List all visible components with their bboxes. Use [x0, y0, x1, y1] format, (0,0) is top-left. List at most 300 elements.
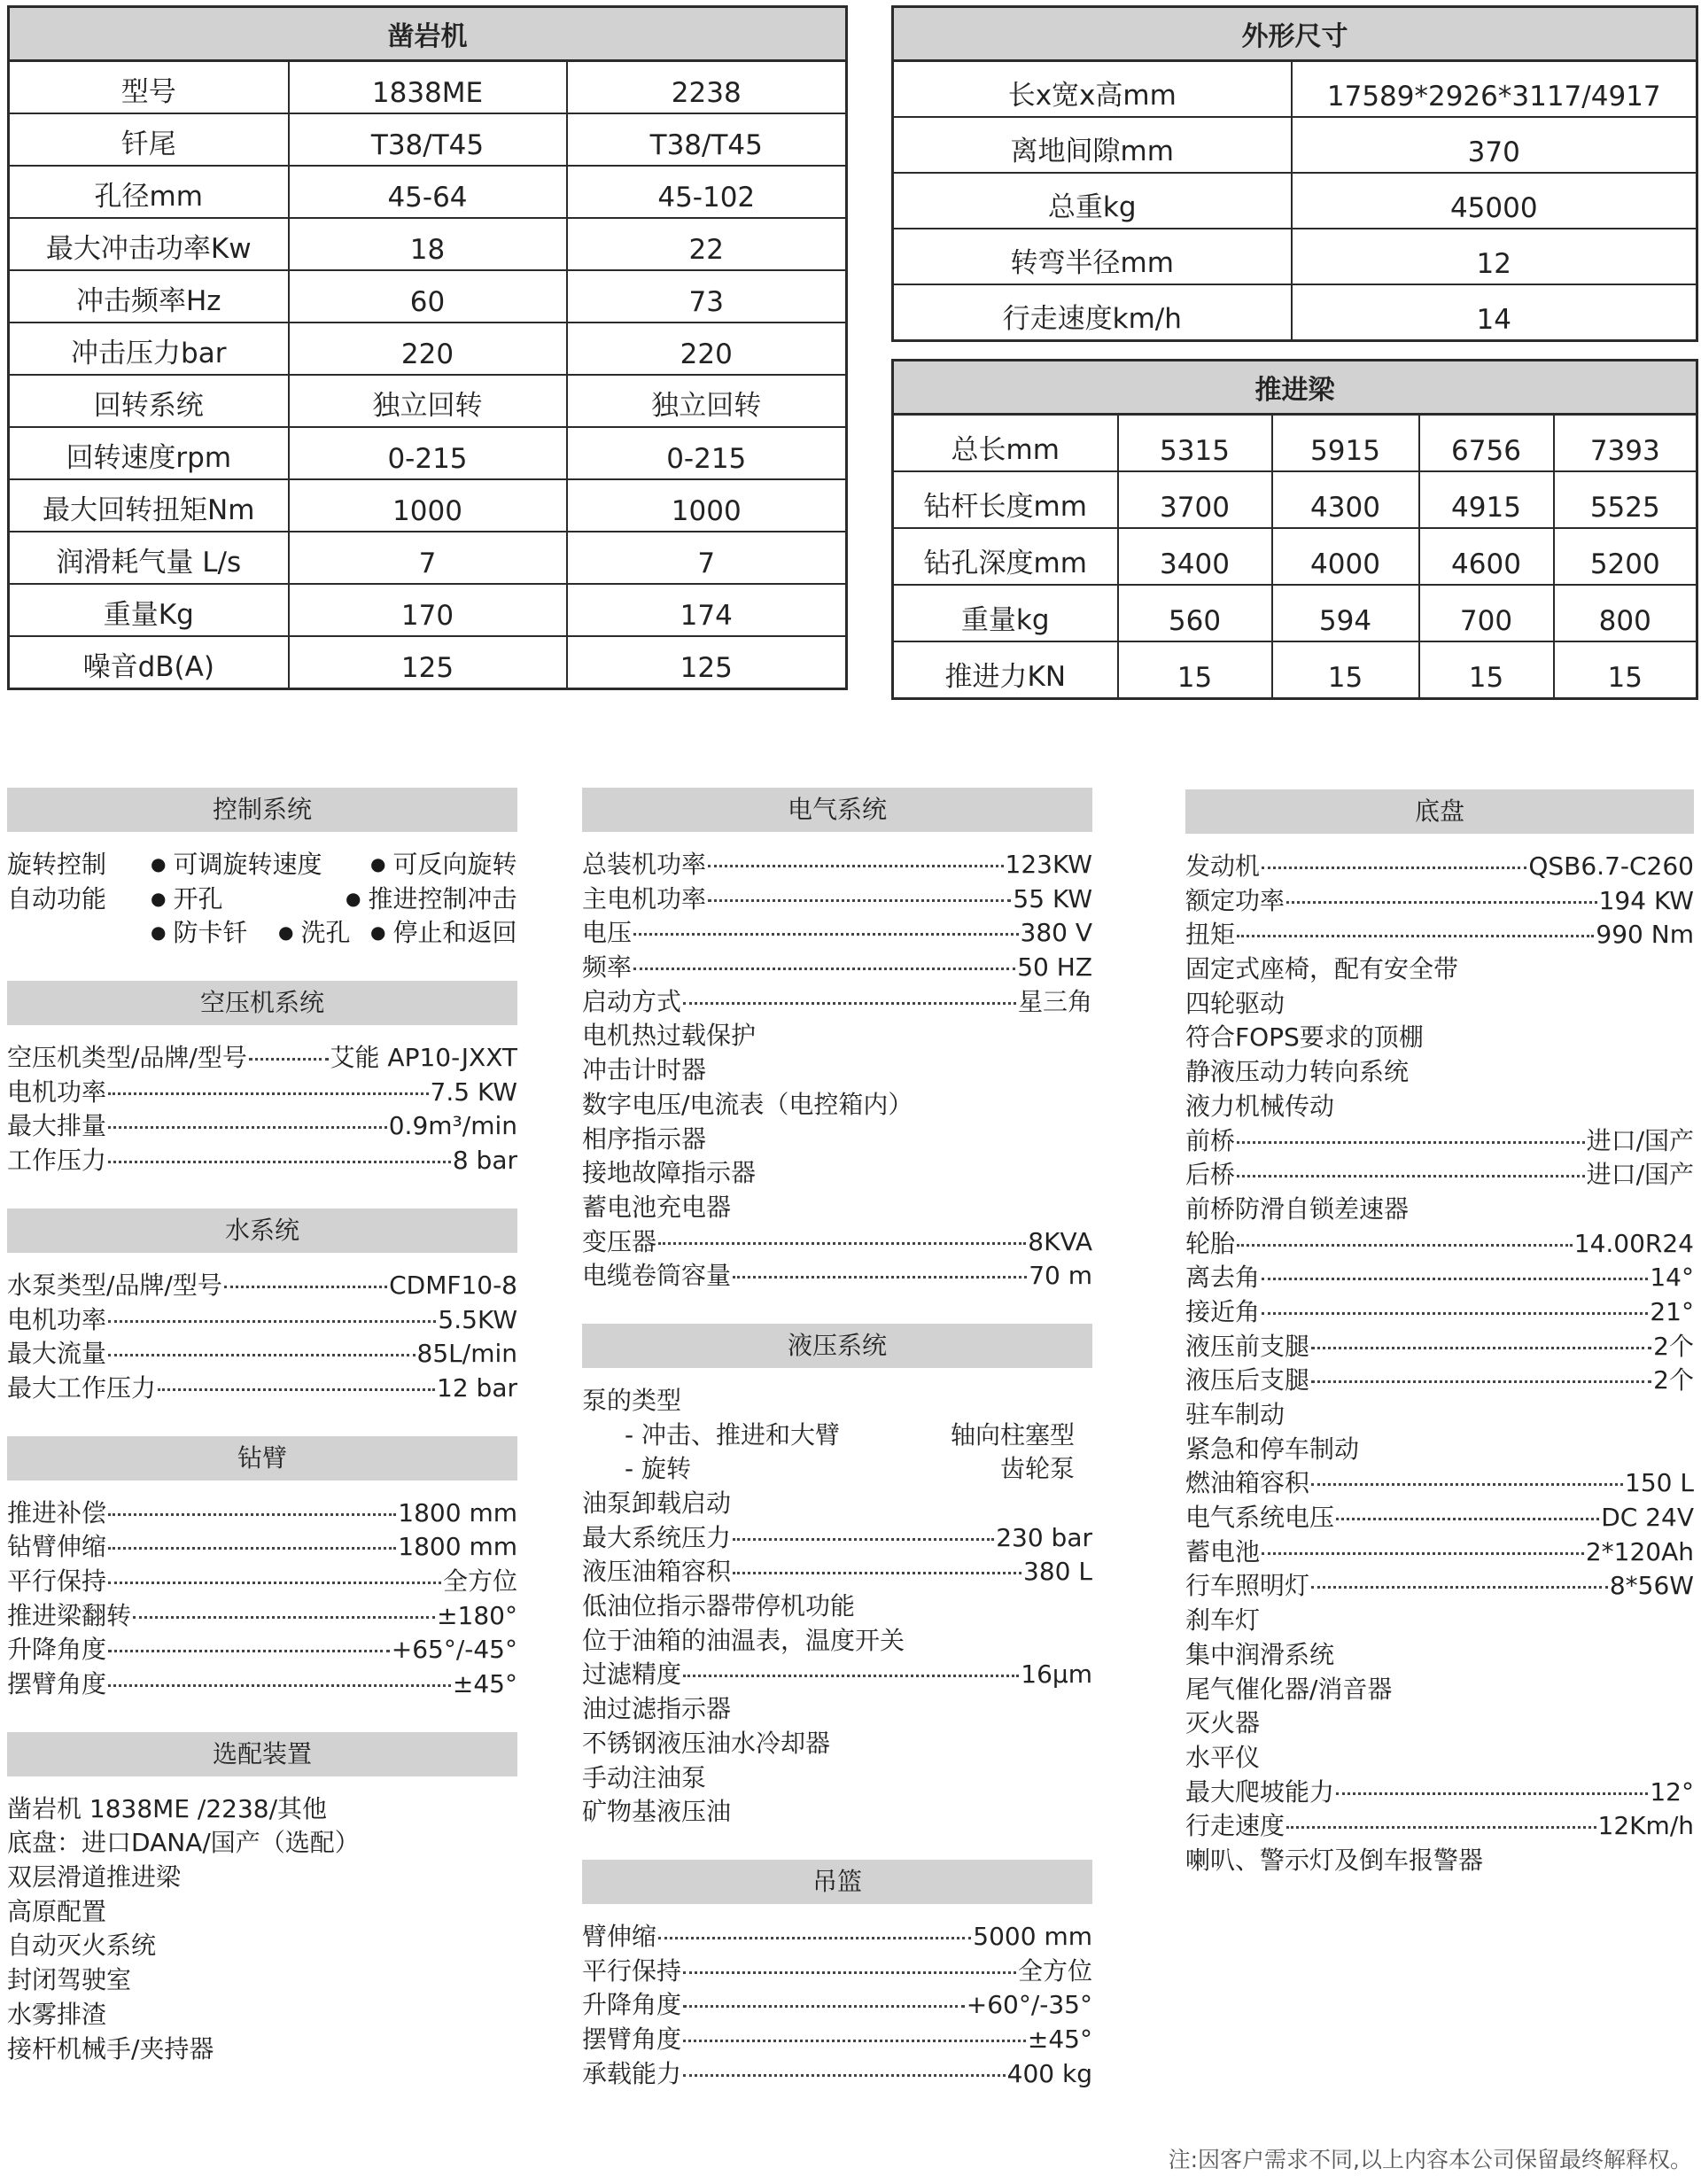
spec-value: 70 m	[1029, 1261, 1092, 1291]
spec-row	[582, 1555, 1092, 1589]
chassis-plain-d	[1185, 1604, 1694, 1775]
row-label-cell: 钻孔深度mm	[893, 528, 1118, 585]
spec-label: 平行保持	[582, 1955, 682, 1986]
spec-label: 摆臂角度	[7, 1669, 107, 1698]
leader-dots	[683, 2074, 1006, 2077]
value-cell: 3400	[1118, 528, 1272, 585]
value-cell: 45-64	[289, 166, 567, 218]
row-label-cell: 重量Kg	[9, 584, 289, 636]
leader-dots	[108, 1126, 387, 1129]
row-label-cell: 转弯半径mm	[893, 229, 1292, 284]
spec-row	[582, 951, 1092, 985]
pump-2-row	[582, 1452, 1092, 1487]
spec-value: 2个	[1653, 1331, 1694, 1361]
leader-dots	[249, 1058, 329, 1061]
control-item: ● 可反向旋转	[370, 848, 517, 884]
spec-row	[1185, 1364, 1694, 1398]
leader-dots	[1237, 935, 1594, 937]
row-label-cell: 回转速度rpm	[9, 427, 289, 479]
row-label-cell: 总重kg	[893, 173, 1292, 229]
spec-row	[582, 848, 1092, 882]
feedbeam-rows	[893, 415, 1697, 699]
text-line: 底盘：进口DANA/国产（选配）	[7, 1828, 360, 1858]
row-label-cell: 钻杆长度mm	[893, 471, 1118, 528]
electrical-rows-2	[582, 1225, 1092, 1294]
text-line: 凿岩机 1838ME /2238/其他	[7, 1793, 328, 1823]
spec-label: 推进梁翻转	[7, 1600, 132, 1630]
spec-label: 臂伸缩	[582, 1921, 657, 1951]
text-line: 位于油箱的油温表，温度开关	[582, 1625, 905, 1655]
leader-dots	[683, 1675, 1019, 1677]
value-cell: 73	[567, 270, 847, 323]
spec-row	[582, 1920, 1092, 1955]
leader-dots	[683, 2005, 965, 2008]
spec-value: +65°/-45°	[391, 1635, 517, 1665]
row-label-cell: 最大冲击功率Kw	[9, 218, 289, 270]
leader-dots	[683, 2040, 1026, 2042]
spec-label: 空压机类型/品牌/型号	[7, 1043, 247, 1073]
text-line: 双层滑道推进梁	[7, 1862, 182, 1893]
table-row	[893, 61, 1697, 118]
spec-value: 990 Nm	[1596, 920, 1694, 950]
spec-value: DC 24V	[1601, 1503, 1694, 1533]
options-section	[7, 1732, 517, 2067]
control-title: 控制系统	[7, 788, 517, 832]
spec-label: 行走速度	[1185, 1811, 1285, 1841]
spec-row	[7, 1496, 517, 1531]
leader-dots	[108, 1582, 441, 1584]
text-line: 接地故障指示器	[582, 1158, 757, 1188]
table-row	[9, 323, 847, 375]
rockdrill-rows	[9, 61, 847, 689]
value-cell: 15	[1272, 641, 1419, 699]
value-cell: 7	[567, 532, 847, 584]
water-title: 水系统	[7, 1209, 517, 1253]
spec-value: 123KW	[1005, 850, 1092, 879]
spec-label: 升降角度	[582, 1990, 682, 2020]
chassis-rows-c	[1185, 1227, 1694, 1398]
spec-label: 最大排量	[7, 1111, 107, 1141]
spec-label: 启动方式	[582, 986, 682, 1016]
text-line: 矿物基液压油	[582, 1797, 732, 1827]
value-cell: T38/T45	[289, 113, 567, 166]
value-cell: 594	[1272, 585, 1419, 641]
spec-label: 液压油箱容积	[582, 1557, 732, 1587]
spec-row	[1185, 1776, 1694, 1810]
dimensions-rows	[893, 61, 1697, 341]
value-cell: 0-215	[289, 427, 567, 479]
spec-label: 最大爬坡能力	[1185, 1776, 1335, 1807]
value-cell: 独立回转	[289, 375, 567, 427]
pump-1-value: 轴向柱塞型	[950, 1419, 1075, 1450]
spec-value: 230 bar	[996, 1522, 1092, 1552]
spec-row	[1185, 1124, 1694, 1159]
chassis-rows-b	[1185, 1124, 1694, 1193]
value-cell: 125	[289, 636, 567, 689]
spec-label: 平行保持	[7, 1566, 107, 1596]
value-cell: 170	[289, 584, 567, 636]
leader-dots	[133, 1616, 435, 1619]
spec-row	[7, 1633, 517, 1667]
value-cell: 1000	[289, 479, 567, 532]
leader-dots	[683, 1971, 1016, 1974]
value-cell: 18	[289, 218, 567, 270]
electrical-plain	[582, 1019, 1092, 1224]
text-line: 集中润滑系统	[1185, 1639, 1335, 1669]
value-cell: 2238	[567, 61, 847, 114]
table-row	[9, 479, 847, 532]
spec-row	[1185, 1227, 1694, 1262]
leader-dots	[1237, 1175, 1585, 1177]
leader-dots	[224, 1286, 387, 1288]
spec-label: 液压后支腿	[1185, 1365, 1310, 1395]
table-row	[893, 173, 1697, 229]
spec-label: 蓄电池	[1185, 1536, 1261, 1566]
leader-dots	[1237, 1244, 1573, 1247]
spec-row	[582, 1225, 1092, 1260]
row-label-cell: 最大回转扭矩Nm	[9, 479, 289, 532]
spec-row	[7, 1144, 517, 1178]
spec-value: 55 KW	[1013, 883, 1092, 913]
spec-row	[1185, 1569, 1694, 1604]
electrical-section	[582, 788, 1092, 1294]
pump-unload: 油泵卸载启动	[582, 1488, 732, 1518]
value-cell: 独立回转	[567, 375, 847, 427]
control-line-2	[7, 882, 517, 917]
footnote: 注:因客户需求不同,以上内容本公司保留最终解释权。	[1168, 2147, 1692, 2172]
text-line: 自动灭火系统	[7, 1931, 157, 1961]
rockdrill-spec-table	[7, 5, 848, 690]
spec-value: 12°	[1650, 1776, 1694, 1807]
compressor-rows	[7, 1041, 517, 1178]
dimensions-title: 外形尺寸	[893, 7, 1697, 61]
spec-row	[7, 1076, 517, 1110]
spec-row	[7, 1303, 517, 1338]
spec-label: 变压器	[582, 1226, 657, 1256]
value-cell: 220	[289, 323, 567, 375]
water-section	[7, 1209, 517, 1406]
spec-label: 燃油箱容积	[1185, 1468, 1310, 1498]
options-title: 选配装置	[7, 1732, 517, 1776]
spec-label: 轮胎	[1185, 1228, 1236, 1258]
leader-dots	[1311, 1483, 1623, 1486]
leader-dots	[1336, 1518, 1599, 1520]
chassis-rows-d	[1185, 1466, 1694, 1604]
auto-function-label: 自动功能	[7, 883, 107, 913]
text-line: 封闭驾驶室	[7, 1965, 132, 1995]
pump-type-label: 泵的类型	[582, 1385, 682, 1415]
text-line: 四轮驱动	[1185, 988, 1285, 1018]
value-cell: 7393	[1554, 415, 1697, 472]
spec-label: 承载能力	[582, 2058, 682, 2088]
spec-value: 0.9m³/min	[388, 1111, 517, 1141]
spec-label: 电缆卷筒容量	[582, 1261, 732, 1291]
spec-value: ±45°	[1027, 2024, 1092, 2054]
spec-value: 8 bar	[452, 1146, 517, 1176]
dimensions-spec-table	[891, 5, 1698, 342]
spec-row	[1185, 1330, 1694, 1364]
spec-label: 最大工作压力	[7, 1372, 157, 1403]
value-cell: 370	[1292, 117, 1697, 173]
pump-1-label: - 冲击、推进和大臂	[625, 1419, 841, 1450]
text-line: 符合FOPS要求的顶棚	[1185, 1022, 1424, 1053]
control-item: ● 洗孔	[278, 916, 350, 952]
spec-row	[1185, 1535, 1694, 1570]
leader-dots	[708, 899, 1011, 902]
electrical-title: 电气系统	[582, 788, 1092, 832]
spec-row	[1185, 850, 1694, 884]
leader-dots	[633, 933, 1018, 936]
water-rows	[7, 1269, 517, 1406]
value-cell: 45-102	[567, 166, 847, 218]
control-item: ● 开孔	[151, 882, 222, 919]
chassis-plain-e	[1185, 1844, 1694, 1878]
spec-value: 8*56W	[1609, 1571, 1694, 1601]
value-cell: 15	[1118, 641, 1272, 699]
control-item: ● 防卡钎	[151, 916, 247, 952]
text-line: 冲击计时器	[582, 1055, 707, 1085]
chassis-plain-a	[1185, 952, 1694, 1123]
spec-row	[582, 2057, 1092, 2092]
spec-label: 主电机功率	[582, 883, 707, 913]
spec-label: 摆臂角度	[582, 2024, 682, 2054]
left-column	[7, 788, 517, 2096]
control-item: ● 停止和返回	[370, 916, 517, 952]
text-line: 喇叭、警示灯及倒车报警器	[1185, 1845, 1484, 1875]
control-section	[7, 788, 517, 951]
spec-value: 5.5KW	[438, 1304, 517, 1334]
row-label-cell: 润滑耗气量 L/s	[9, 532, 289, 584]
spec-row	[582, 2023, 1092, 2057]
text-line: 灭火器	[1185, 1708, 1261, 1738]
value-cell: 220	[567, 323, 847, 375]
leader-dots	[1262, 1552, 1584, 1555]
compressor-title: 空压机系统	[7, 981, 517, 1025]
feedbeam-title: 推进梁	[893, 361, 1697, 415]
spec-label: 升降角度	[7, 1635, 107, 1665]
table-row	[9, 375, 847, 427]
leader-dots	[1336, 1792, 1648, 1795]
value-cell: 60	[289, 270, 567, 323]
text-line: 相序指示器	[582, 1123, 707, 1154]
text-line: 静液压动力转向系统	[1185, 1057, 1410, 1087]
leader-dots	[1311, 1347, 1651, 1349]
spec-label: 钻臂伸缩	[7, 1532, 107, 1562]
text-line: 蓄电池充电器	[582, 1192, 732, 1222]
spec-row	[582, 882, 1092, 917]
leader-dots	[733, 1538, 994, 1541]
value-cell: 4915	[1419, 471, 1554, 528]
chassis-title: 底盘	[1185, 789, 1694, 834]
text-line: 手动注油泵	[582, 1762, 707, 1792]
leader-dots	[1311, 1380, 1651, 1383]
value-cell: 5525	[1554, 471, 1697, 528]
table-row	[893, 229, 1697, 284]
spec-label: 水泵类型/品牌/型号	[7, 1270, 222, 1300]
text-line: 不锈钢液压油水冷却器	[582, 1728, 831, 1758]
spec-value: 7.5 KW	[430, 1076, 517, 1107]
spec-row	[582, 1988, 1092, 2023]
table-row	[893, 415, 1697, 472]
text-line: 液力机械传动	[1185, 1091, 1335, 1121]
leader-dots	[708, 865, 1003, 867]
chassis-plain-c	[1185, 1398, 1694, 1466]
table-row	[893, 528, 1697, 585]
chassis-rows-e	[1185, 1776, 1694, 1844]
spec-label: 工作压力	[7, 1146, 107, 1176]
leader-dots	[108, 1513, 396, 1516]
value-cell: 7	[289, 532, 567, 584]
text-line: 电机热过载保护	[582, 1021, 757, 1051]
value-cell: 5915	[1272, 415, 1419, 472]
pump-2-label: - 旋转	[625, 1454, 692, 1484]
leader-dots	[1237, 1141, 1585, 1144]
value-cell: 45000	[1292, 173, 1697, 229]
leader-dots	[108, 1650, 390, 1652]
hydraulic-plain	[582, 1589, 1092, 1658]
spec-label: 频率	[582, 952, 633, 983]
table-row	[9, 270, 847, 323]
spec-row	[1185, 1158, 1694, 1193]
row-label-cell: 长x宽x高mm	[893, 61, 1292, 118]
spec-value: 21°	[1650, 1296, 1694, 1326]
row-label-cell: 行走速度km/h	[893, 284, 1292, 341]
spec-label: 最大系统压力	[582, 1522, 732, 1552]
spec-row	[7, 1599, 517, 1634]
spec-row	[7, 1667, 517, 1702]
value-cell: 1000	[567, 479, 847, 532]
spec-value: 5000 mm	[973, 1921, 1092, 1951]
spec-label: 发动机	[1185, 851, 1261, 881]
spec-row	[7, 1109, 517, 1144]
value-cell: 4600	[1419, 528, 1554, 585]
table-row	[9, 427, 847, 479]
spec-label: 总装机功率	[582, 850, 707, 879]
spec-row	[7, 1337, 517, 1372]
value-cell: 0-215	[567, 427, 847, 479]
spec-label: 行车照明灯	[1185, 1571, 1310, 1601]
hydraulic-rows	[582, 1521, 1092, 1589]
row-label-cell: 型号	[9, 61, 289, 114]
spec-row	[1185, 1501, 1694, 1535]
row-label-cell: 总长mm	[893, 415, 1118, 472]
leader-dots	[633, 968, 1015, 970]
rockdrill-title: 凿岩机	[9, 7, 847, 61]
spec-label: 前桥	[1185, 1125, 1236, 1155]
spec-value: 400 kg	[1006, 2058, 1092, 2088]
text-line: 数字电压/电流表（电控箱内）	[582, 1089, 913, 1119]
text-line: 前桥防滑自锁差速器	[1185, 1193, 1410, 1224]
spec-row	[7, 1565, 517, 1599]
table-row	[893, 585, 1697, 641]
spec-row	[1185, 1809, 1694, 1844]
spec-row	[1185, 1466, 1694, 1501]
spec-value: 16μm	[1021, 1659, 1092, 1690]
spec-label: 推进补偿	[7, 1497, 107, 1527]
spec-value: 2*120Ah	[1585, 1536, 1694, 1566]
spec-row	[1185, 918, 1694, 952]
boom-section	[7, 1436, 517, 1702]
spec-row	[1185, 884, 1694, 919]
electrical-rows	[582, 848, 1092, 1019]
value-cell: 800	[1554, 585, 1697, 641]
spec-label: 最大流量	[7, 1339, 107, 1369]
spec-value: 380 V	[1020, 918, 1092, 948]
value-cell: 5315	[1118, 415, 1272, 472]
row-label-cell: 噪音dB(A)	[9, 636, 289, 689]
row-label-cell: 冲击压力bar	[9, 323, 289, 375]
table-row	[9, 113, 847, 166]
spec-value: 艾能 AP10-JXXT	[330, 1043, 517, 1073]
table-row	[9, 166, 847, 218]
table-row	[9, 532, 847, 584]
spec-value: 8KVA	[1028, 1226, 1092, 1256]
spec-value: 380 L	[1023, 1557, 1092, 1587]
value-cell: 6756	[1419, 415, 1554, 472]
leader-dots	[683, 1002, 1016, 1005]
spec-value: CDMF10-8	[389, 1270, 517, 1300]
chassis-rows-a	[1185, 850, 1694, 952]
spec-value: 85L/min	[416, 1339, 517, 1369]
spec-value: 全方位	[1017, 1955, 1092, 1986]
leader-dots	[1286, 1826, 1596, 1829]
spec-value: QSB6.7-C260	[1528, 851, 1694, 881]
pump-2-value: 齿轮泵	[999, 1454, 1075, 1484]
spec-row	[582, 1521, 1092, 1556]
spec-value: 50 HZ	[1017, 952, 1092, 983]
spec-value: 星三角	[1017, 986, 1092, 1016]
boom-title: 钻臂	[7, 1436, 517, 1481]
spec-value: +60°/-35°	[966, 1990, 1092, 2020]
spec-row	[582, 1259, 1092, 1294]
text-line: 刹车灯	[1185, 1605, 1261, 1636]
row-label-cell: 回转系统	[9, 375, 289, 427]
spec-label: 离去角	[1185, 1263, 1261, 1293]
spec-value: 14.00R24	[1573, 1228, 1694, 1258]
spec-label: 电机功率	[7, 1076, 107, 1107]
spec-value: 进口/国产	[1586, 1160, 1694, 1190]
spec-value: 12Km/h	[1597, 1811, 1694, 1841]
spec-value: 1800 mm	[398, 1497, 517, 1527]
spec-value: ±180°	[437, 1600, 517, 1630]
leader-dots	[108, 1684, 451, 1687]
compressor-section	[7, 981, 517, 1178]
spec-value: 14°	[1650, 1263, 1694, 1293]
leader-dots	[108, 1547, 396, 1550]
feedbeam-spec-table	[891, 359, 1698, 700]
value-cell: 15	[1554, 641, 1697, 699]
leader-dots	[108, 1320, 436, 1323]
basket-rows	[582, 1920, 1092, 2091]
value-cell: 22	[567, 218, 847, 270]
spec-row	[7, 1530, 517, 1565]
leader-dots	[158, 1388, 435, 1391]
text-line: 水平仪	[1185, 1742, 1261, 1772]
chassis-section	[1185, 789, 1694, 1878]
control-item: ● 可调旋转速度	[151, 848, 322, 884]
value-cell: 4300	[1272, 471, 1419, 528]
spec-label: 接近角	[1185, 1296, 1261, 1326]
spec-value: ±45°	[452, 1669, 517, 1698]
spec-label: 电气系统电压	[1185, 1503, 1335, 1533]
value-cell: 560	[1118, 585, 1272, 641]
value-cell: 1838ME	[289, 61, 567, 114]
row-label-cell: 钎尾	[9, 113, 289, 166]
text-line: 固定式座椅，配有安全带	[1185, 954, 1459, 984]
text-line: 接杆机械手/夹持器	[7, 2033, 214, 2064]
spec-value: 150 L	[1625, 1468, 1694, 1498]
value-cell: 3700	[1118, 471, 1272, 528]
